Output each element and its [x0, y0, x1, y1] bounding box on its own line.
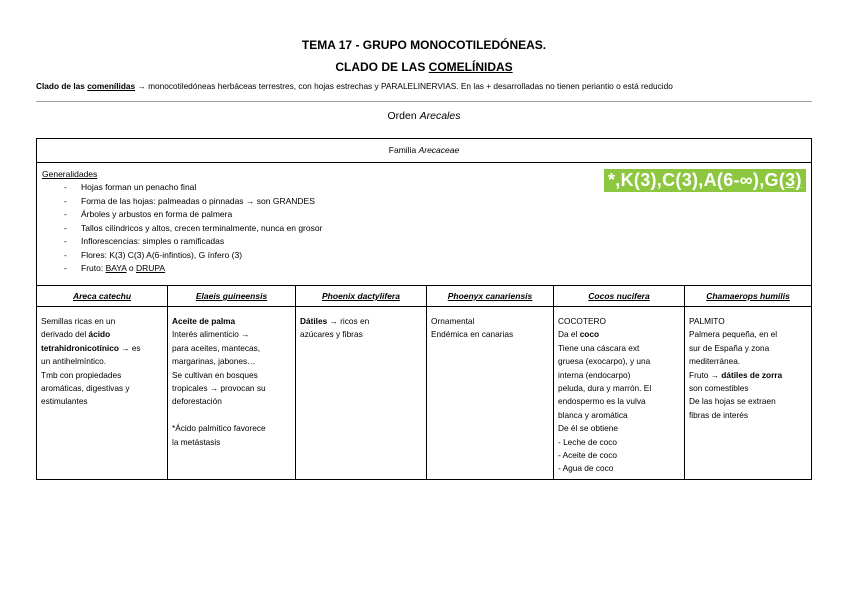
column-phoenix — [296, 286, 427, 480]
floral-formula — [604, 169, 806, 192]
species-body — [296, 307, 426, 342]
familia-header — [37, 139, 811, 163]
species-columns — [37, 285, 811, 480]
text-bold: ácido — [88, 329, 111, 340]
subtitle-underlined: COMELÍNIDAS — [428, 60, 513, 74]
species-header: Cocos nucifera — [554, 286, 684, 307]
formula-tail: (3) — [778, 170, 802, 190]
text-line: endospermo es la vulva — [558, 396, 646, 407]
list-item: - Forma de las hojas: palmeadas o pinnadas → son GRANDES — [42, 195, 322, 209]
text-line: Ornamental — [431, 316, 475, 326]
text-line: azúcares y fibras — [300, 329, 363, 340]
clado-prefix: Clado de las — [36, 81, 88, 91]
spacer — [172, 409, 291, 422]
text-bold: tetrahidronicotínico — [41, 342, 119, 353]
column-cocos — [554, 286, 685, 480]
text-line: De las hojas se extraen — [689, 396, 776, 407]
text-line: Interés alimenticio → — [172, 329, 250, 340]
fruto-o: o — [126, 263, 136, 273]
species-body — [685, 307, 811, 422]
species-header: Elaeis guineensis — [168, 286, 295, 307]
divider — [36, 101, 812, 102]
text-line: blanca y aromática — [558, 409, 628, 420]
text-line — [41, 342, 163, 355]
list-item-fruto — [42, 262, 322, 276]
text-line: un antihelmíntico. — [41, 356, 107, 367]
text-line: interna (endocarpo) — [558, 369, 631, 380]
page-subtitle — [0, 60, 848, 74]
familia-label: Familia — [388, 145, 419, 155]
text-line: - Agua de coco — [558, 463, 614, 474]
text-line — [41, 328, 163, 341]
list-item: - Tallos cilíndricos y altos, crecen terminalmente, nunca en grosor — [42, 222, 322, 236]
text-line: Se cultivan en bosques — [172, 369, 258, 380]
text-line: mediterránea. — [689, 356, 741, 367]
clado-rest: → monocotiledóneas herbáceas terrestres, con hojas estrechas y PARALELINERVIAS. En las + desarrolladas no tienen periantio o está reducido — [135, 81, 673, 91]
text-line — [689, 369, 807, 382]
text-line: De él se obtiene — [558, 423, 618, 434]
generalidades-list — [42, 181, 322, 276]
column-canariensis — [427, 286, 554, 480]
column-elaeis — [168, 286, 296, 480]
list-item: - Hojas forman un penacho final — [42, 181, 322, 195]
text-line — [558, 328, 680, 341]
species-body — [168, 307, 295, 449]
text-line: peluda, dura y marrón. El — [558, 383, 652, 394]
text-line: Tmb con propiedades — [41, 369, 122, 380]
species-body — [427, 307, 553, 342]
text-line: - Aceite de coco — [558, 450, 618, 461]
text-line: estimulantes — [41, 396, 88, 407]
text-line: la metástasis — [172, 436, 221, 447]
list-item: - Flores: K(3) C(3) A(6-infintios), G ínfero (3) — [42, 249, 322, 263]
column-chamaerops — [685, 286, 811, 480]
text-line: margarinas, jabones… — [172, 356, 256, 367]
text-bold: dátiles de zorra — [721, 369, 783, 380]
family-table — [36, 138, 812, 480]
text-line: Semillas ricas en un — [41, 316, 116, 326]
text-line: gruesa (exocarpo), y una — [558, 356, 651, 367]
text-line: son comestibles — [689, 383, 749, 394]
familia-name: Arecaceae — [418, 145, 460, 155]
text-line: - Leche de coco — [558, 436, 618, 447]
text-line: deforestación — [172, 396, 222, 407]
fruto-drupa: DRUPA — [135, 263, 166, 273]
species-header: Phoenix dactylifera — [296, 286, 426, 307]
subtitle-prefix: CLADO DE LAS — [335, 60, 429, 74]
text-bold: Aceite de palma — [172, 316, 236, 326]
text-line: fibras de interés — [689, 409, 749, 420]
orden-heading — [0, 110, 848, 122]
species-body — [554, 307, 684, 476]
fruto-baya: BAYA — [105, 263, 127, 273]
text-line: COCOTERO — [558, 316, 606, 326]
text-bold: Dátiles — [300, 316, 328, 326]
species-body — [37, 307, 167, 409]
column-areca — [37, 286, 168, 480]
text-line: Tiene una cáscara ext — [558, 342, 640, 353]
text-bold: coco — [579, 329, 600, 340]
text-fragment: Fruto → — [689, 369, 722, 380]
list-item: - Inflorescencias: simples o ramificadas — [42, 235, 322, 249]
text-line: aromáticas, digestivas y — [41, 383, 130, 394]
clado-term: comenílidas — [87, 81, 136, 91]
text-line: para aceites, mantecas, — [172, 342, 261, 353]
text-fragment: → es — [118, 342, 141, 353]
text-fragment: → ricos en — [327, 316, 370, 326]
text-line — [172, 315, 291, 328]
species-header: Chamaerops humilis — [685, 286, 811, 307]
text-line — [300, 315, 422, 328]
text-line: Endémica en canarias — [431, 329, 514, 340]
text-fragment: Da el — [558, 329, 580, 340]
text-line: tropicales → provocan su — [172, 383, 266, 394]
list-item: - Árboles y arbustos en forma de palmera — [42, 208, 322, 222]
fruto-label: Fruto: — [81, 263, 106, 273]
generalidades-section — [42, 169, 322, 276]
species-header: Areca catechu — [37, 286, 167, 307]
species-header: Phoenyx canariensis — [427, 286, 553, 307]
formula-main: *,K(3),C(3),A(6-∞),G — [608, 170, 779, 190]
page-title: TEMA 17 - GRUPO MONOCOTILEDÓNEAS. — [301, 38, 547, 52]
orden-name: Arecales — [419, 110, 461, 122]
text-line: Palmera pequeña, en el — [689, 329, 778, 340]
generalidades-heading: Generalidades — [42, 169, 98, 179]
text-line: PALMITO — [689, 316, 725, 326]
text-line: *Ácido palmítico favorece — [172, 423, 266, 434]
orden-label: Orden — [387, 110, 420, 122]
text-line: sur de España y zona — [689, 342, 770, 353]
clado-description — [36, 81, 673, 91]
text-fragment: derivado del — [41, 329, 89, 340]
